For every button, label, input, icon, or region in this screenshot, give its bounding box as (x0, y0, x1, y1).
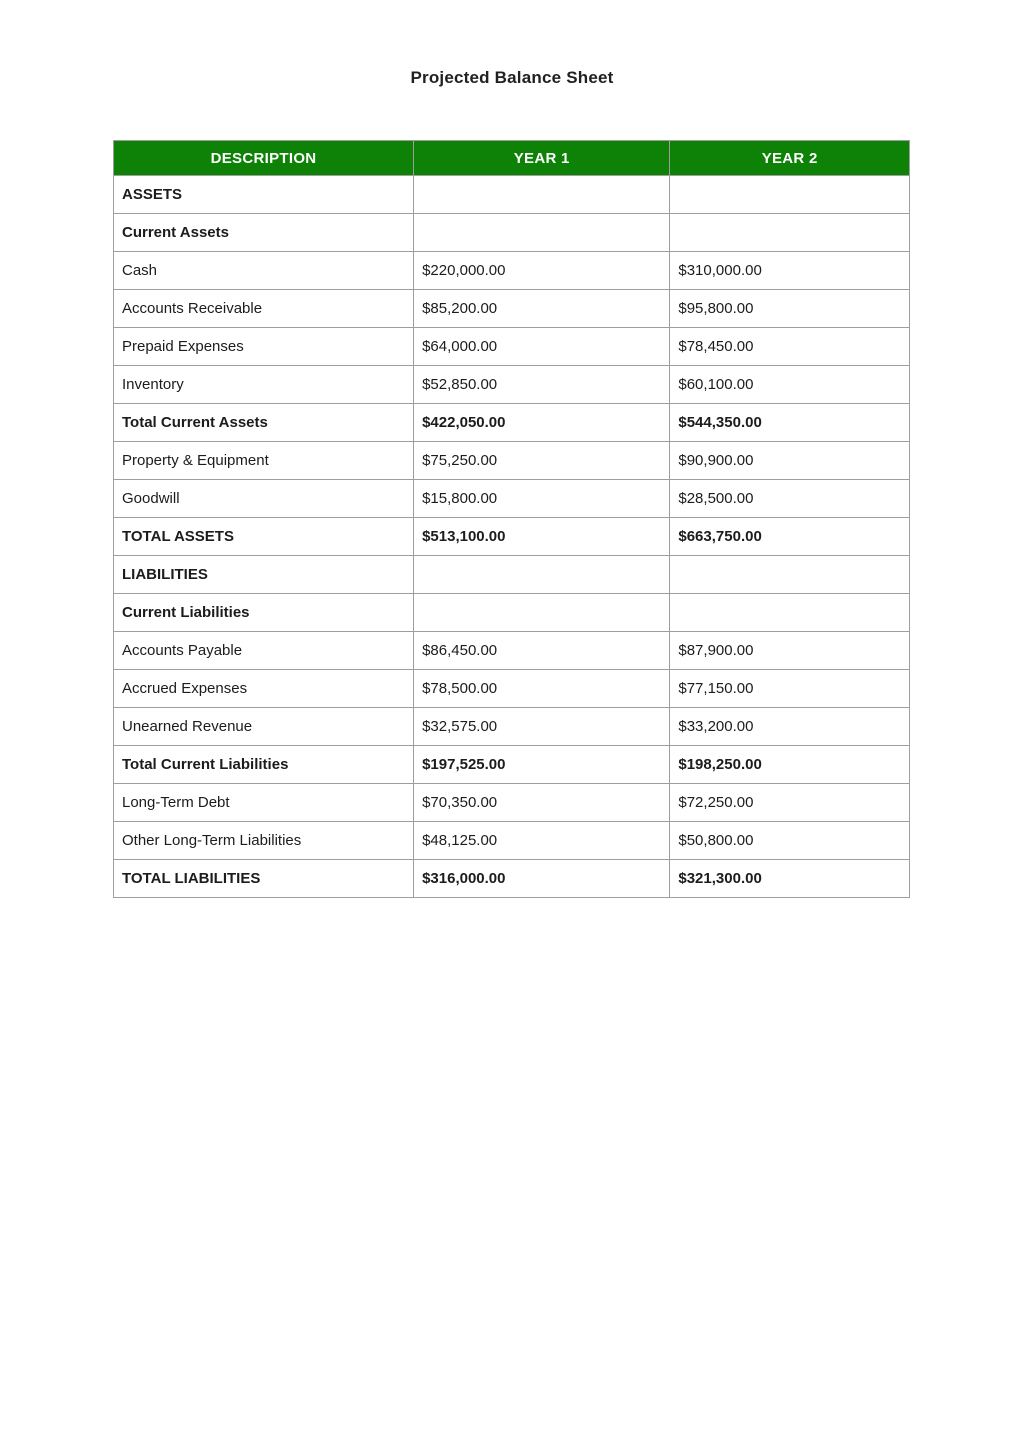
row-value-year2: $310,000.00 (670, 252, 910, 290)
row-label: Accounts Payable (114, 632, 414, 670)
row-value-year2 (670, 176, 910, 214)
row-value-year1: $75,250.00 (414, 442, 670, 480)
table-row (114, 252, 910, 290)
header-row (114, 141, 910, 176)
row-label: TOTAL LIABILITIES (114, 860, 414, 898)
row-value-year2: $321,300.00 (670, 860, 910, 898)
row-value-year2: $77,150.00 (670, 670, 910, 708)
row-value-year1: $220,000.00 (414, 252, 670, 290)
table-header (114, 141, 910, 176)
row-label: Property & Equipment (114, 442, 414, 480)
row-value-year2: $78,450.00 (670, 328, 910, 366)
table-row (114, 214, 910, 252)
row-value-year1: $64,000.00 (414, 328, 670, 366)
table-row (114, 328, 910, 366)
row-value-year2: $60,100.00 (670, 366, 910, 404)
table-row (114, 632, 910, 670)
row-label: Other Long-Term Liabilities (114, 822, 414, 860)
row-value-year1 (414, 214, 670, 252)
row-value-year1: $197,525.00 (414, 746, 670, 784)
row-value-year1: $52,850.00 (414, 366, 670, 404)
row-label: Cash (114, 252, 414, 290)
row-value-year2 (670, 594, 910, 632)
table-row (114, 442, 910, 480)
row-value-year2: $87,900.00 (670, 632, 910, 670)
row-value-year1: $86,450.00 (414, 632, 670, 670)
row-label: Total Current Assets (114, 404, 414, 442)
row-value-year2: $50,800.00 (670, 822, 910, 860)
row-label: LIABILITIES (114, 556, 414, 594)
row-label: TOTAL ASSETS (114, 518, 414, 556)
row-value-year2: $95,800.00 (670, 290, 910, 328)
table-row (114, 860, 910, 898)
row-value-year1 (414, 556, 670, 594)
row-value-year1: $48,125.00 (414, 822, 670, 860)
row-label: Current Assets (114, 214, 414, 252)
row-value-year1: $70,350.00 (414, 784, 670, 822)
row-label: Goodwill (114, 480, 414, 518)
row-label: Unearned Revenue (114, 708, 414, 746)
row-value-year1: $32,575.00 (414, 708, 670, 746)
row-value-year1: $422,050.00 (414, 404, 670, 442)
balance-sheet-table (113, 140, 910, 898)
table-row (114, 176, 910, 214)
row-value-year2: $663,750.00 (670, 518, 910, 556)
row-value-year1: $85,200.00 (414, 290, 670, 328)
row-value-year1: $15,800.00 (414, 480, 670, 518)
row-label: Long-Term Debt (114, 784, 414, 822)
row-value-year1 (414, 176, 670, 214)
row-value-year1: $316,000.00 (414, 860, 670, 898)
table-row (114, 290, 910, 328)
row-value-year2: $90,900.00 (670, 442, 910, 480)
row-value-year2: $33,200.00 (670, 708, 910, 746)
table-row (114, 594, 910, 632)
row-label: Prepaid Expenses (114, 328, 414, 366)
table-row (114, 518, 910, 556)
table-row (114, 822, 910, 860)
row-value-year1: $78,500.00 (414, 670, 670, 708)
table-row (114, 746, 910, 784)
row-label: Current Liabilities (114, 594, 414, 632)
row-value-year2: $198,250.00 (670, 746, 910, 784)
row-value-year2: $544,350.00 (670, 404, 910, 442)
row-label: Total Current Liabilities (114, 746, 414, 784)
row-label: Accounts Receivable (114, 290, 414, 328)
row-value-year2: $28,500.00 (670, 480, 910, 518)
balance-table-body (114, 176, 910, 898)
row-value-year2: $72,250.00 (670, 784, 910, 822)
table-row (114, 366, 910, 404)
table-row (114, 404, 910, 442)
table-row (114, 556, 910, 594)
row-value-year2 (670, 214, 910, 252)
row-label: Inventory (114, 366, 414, 404)
table-row (114, 670, 910, 708)
row-value-year2 (670, 556, 910, 594)
column-header-year2: YEAR 2 (670, 141, 910, 176)
table-row (114, 708, 910, 746)
column-header-year1: YEAR 1 (414, 141, 670, 176)
page-title: Projected Balance Sheet (410, 68, 614, 87)
row-value-year1: $513,100.00 (414, 518, 670, 556)
row-value-year1 (414, 594, 670, 632)
column-header-description: DESCRIPTION (114, 141, 414, 176)
row-label: Accrued Expenses (114, 670, 414, 708)
table-row (114, 784, 910, 822)
row-label: ASSETS (114, 176, 414, 214)
table-row (114, 480, 910, 518)
